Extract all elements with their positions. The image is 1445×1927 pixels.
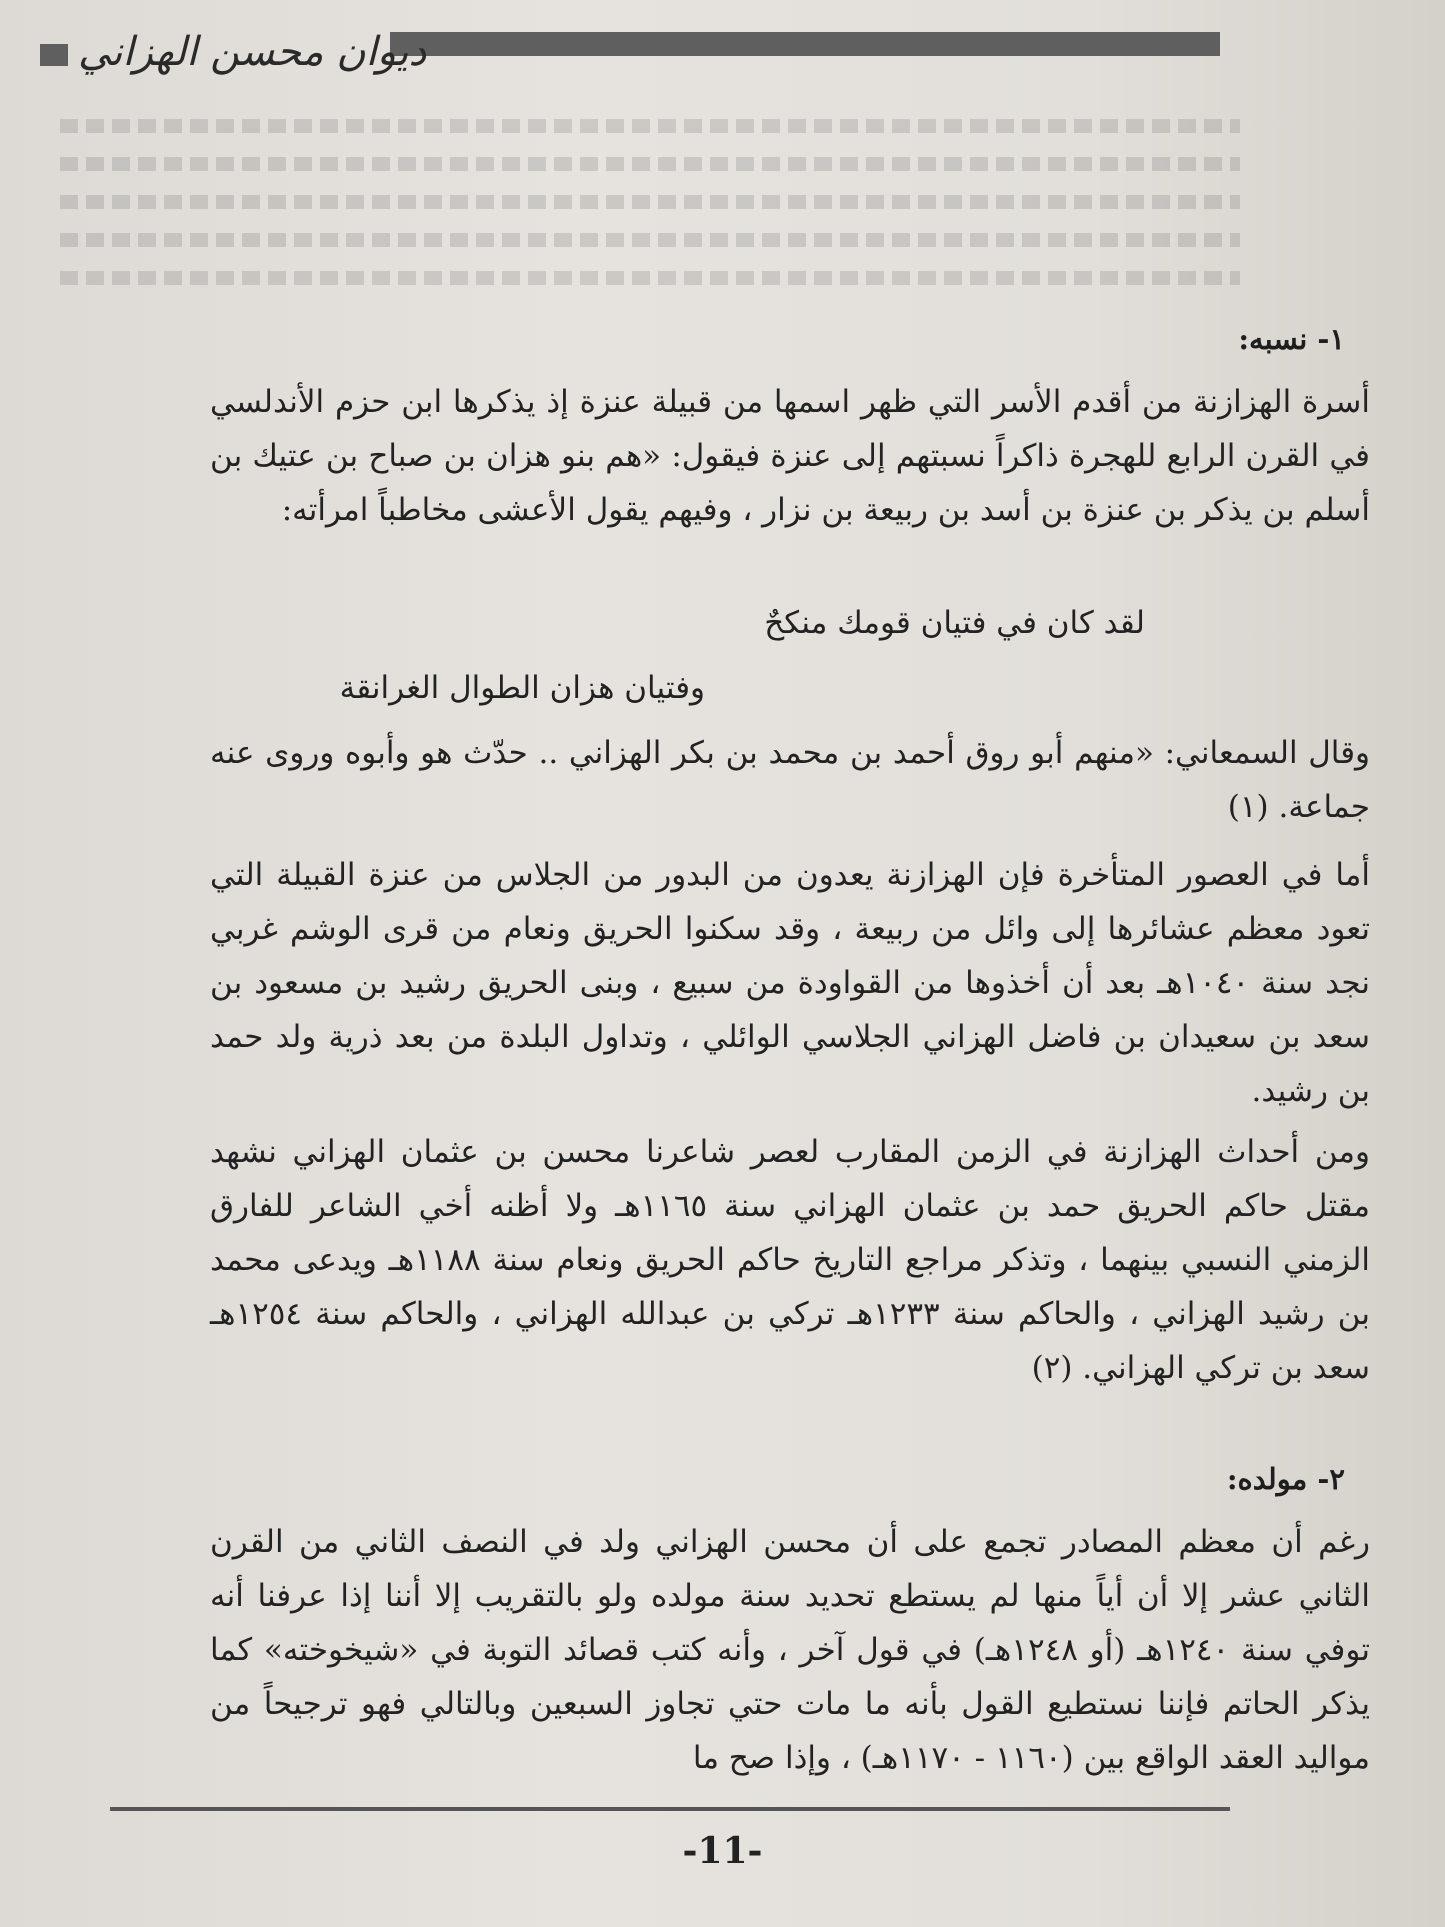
footer-rule <box>110 1807 1230 1811</box>
header-square-ornament <box>40 44 68 66</box>
header-title: ديوان محسن الهزاني <box>78 29 427 75</box>
verse-line-2: وفتيان هزان الطوال الغرانقة <box>339 670 705 706</box>
bleed-through-text <box>60 95 1240 375</box>
paragraph-events: ومن أحداث الهزازنة في الزمن المقارب لعصر شاعرنا محسن بن عثمان الهزاني نشهد مقتل حاكم الحريق حمد بن عثمان الهزاني سنة ١١٦٥هـ ولا أظنه أخي الشاعر للفارق الزمني النسبي بينهما ، وتذكر مراجع التاريخ حاكم الحريق ونعام سنة ١١٨٨هـ ويدعى محمد بن رشيد الهزاني ، والحاكم سنة ١٢٣٣هـ تركي بن عبدالله الهزاني ، والحاكم سنة ١٢٥٤هـ سعد بن تركي الهزاني. (٢) <box>210 1134 1371 1386</box>
verse-line-1: لقد كان في فتيان قومك منكحٌ <box>764 605 1145 641</box>
section-title-birth: ٢- مولده: <box>1226 1462 1345 1496</box>
paragraph-lineage-intro: أسرة الهزازنة من أقدم الأسر التي ظهر اسمها من قبيلة عنزة إذ يذكرها ابن حزم الأندلسي في القرن الرابع للهجرة ذاكراً نسبتهم إلى عنزة فيقول: «هم بنو هزان بن صباح بن عتيك بن أسلم بن يذكر بن عنزة بن أسد بن ربيعة بن نزار ، وفيهم يقول الأعشى مخاطباً امرأته: <box>210 384 1370 528</box>
header-rule <box>390 32 1220 56</box>
paragraph-later-eras: أما في العصور المتأخرة فإن الهزازنة يعدون من البدور من الجلاس من عنزة القبيلة التي تعود معظم عشائرها إلى وائل من ربيعة ، وقد سكنوا الحريق ونعام من قرى الوشم غربي نجد سنة ١٠٤٠هـ بعد أن أخذوها من القواودة من سبيع ، وبنى الحريق رشيد بن مسعود بن سعد بن سعيدان بن فاضل الهزاني الجلاسي الوائلي ، وتداول البلدة من بعد ذرية ولد حمد بن رشيد. <box>210 857 1370 1109</box>
paragraph-samani: وقال السمعاني: «منهم أبو روق أحمد بن محمد بن بكر الهزاني .. حدّث هو وأبوه وروى عنه جماعة. (١) <box>210 735 1370 825</box>
running-header <box>30 28 1220 78</box>
paragraph-birth: رغم أن معظم المصادر تجمع على أن محسن الهزاني ولد في النصف الثاني من القرن الثاني عشر إلا أن أياً منها لم يستطع تحديد سنة مولده ولو بالتقريب إلا أننا إذا عرفنا أنه توفي سنة ١٢٤٠هـ (أو ١٢٤٨هـ) في قول آخر ، وأنه كتب قصائد التوبة في «شيخوخته» كما يذكر الحاتم فإننا نستطيع القول بأنه ما مات حتي تجاوز السبعين وبالتالي فهو ترجيحاً من مواليد العقد الواقع بين (١١٦٠ - ١١٧٠هـ) ، وإذا صح ما <box>210 1524 1370 1776</box>
section-title-lineage: ١- نسبه: <box>1238 322 1345 356</box>
page-number: -11- <box>682 1830 763 1872</box>
